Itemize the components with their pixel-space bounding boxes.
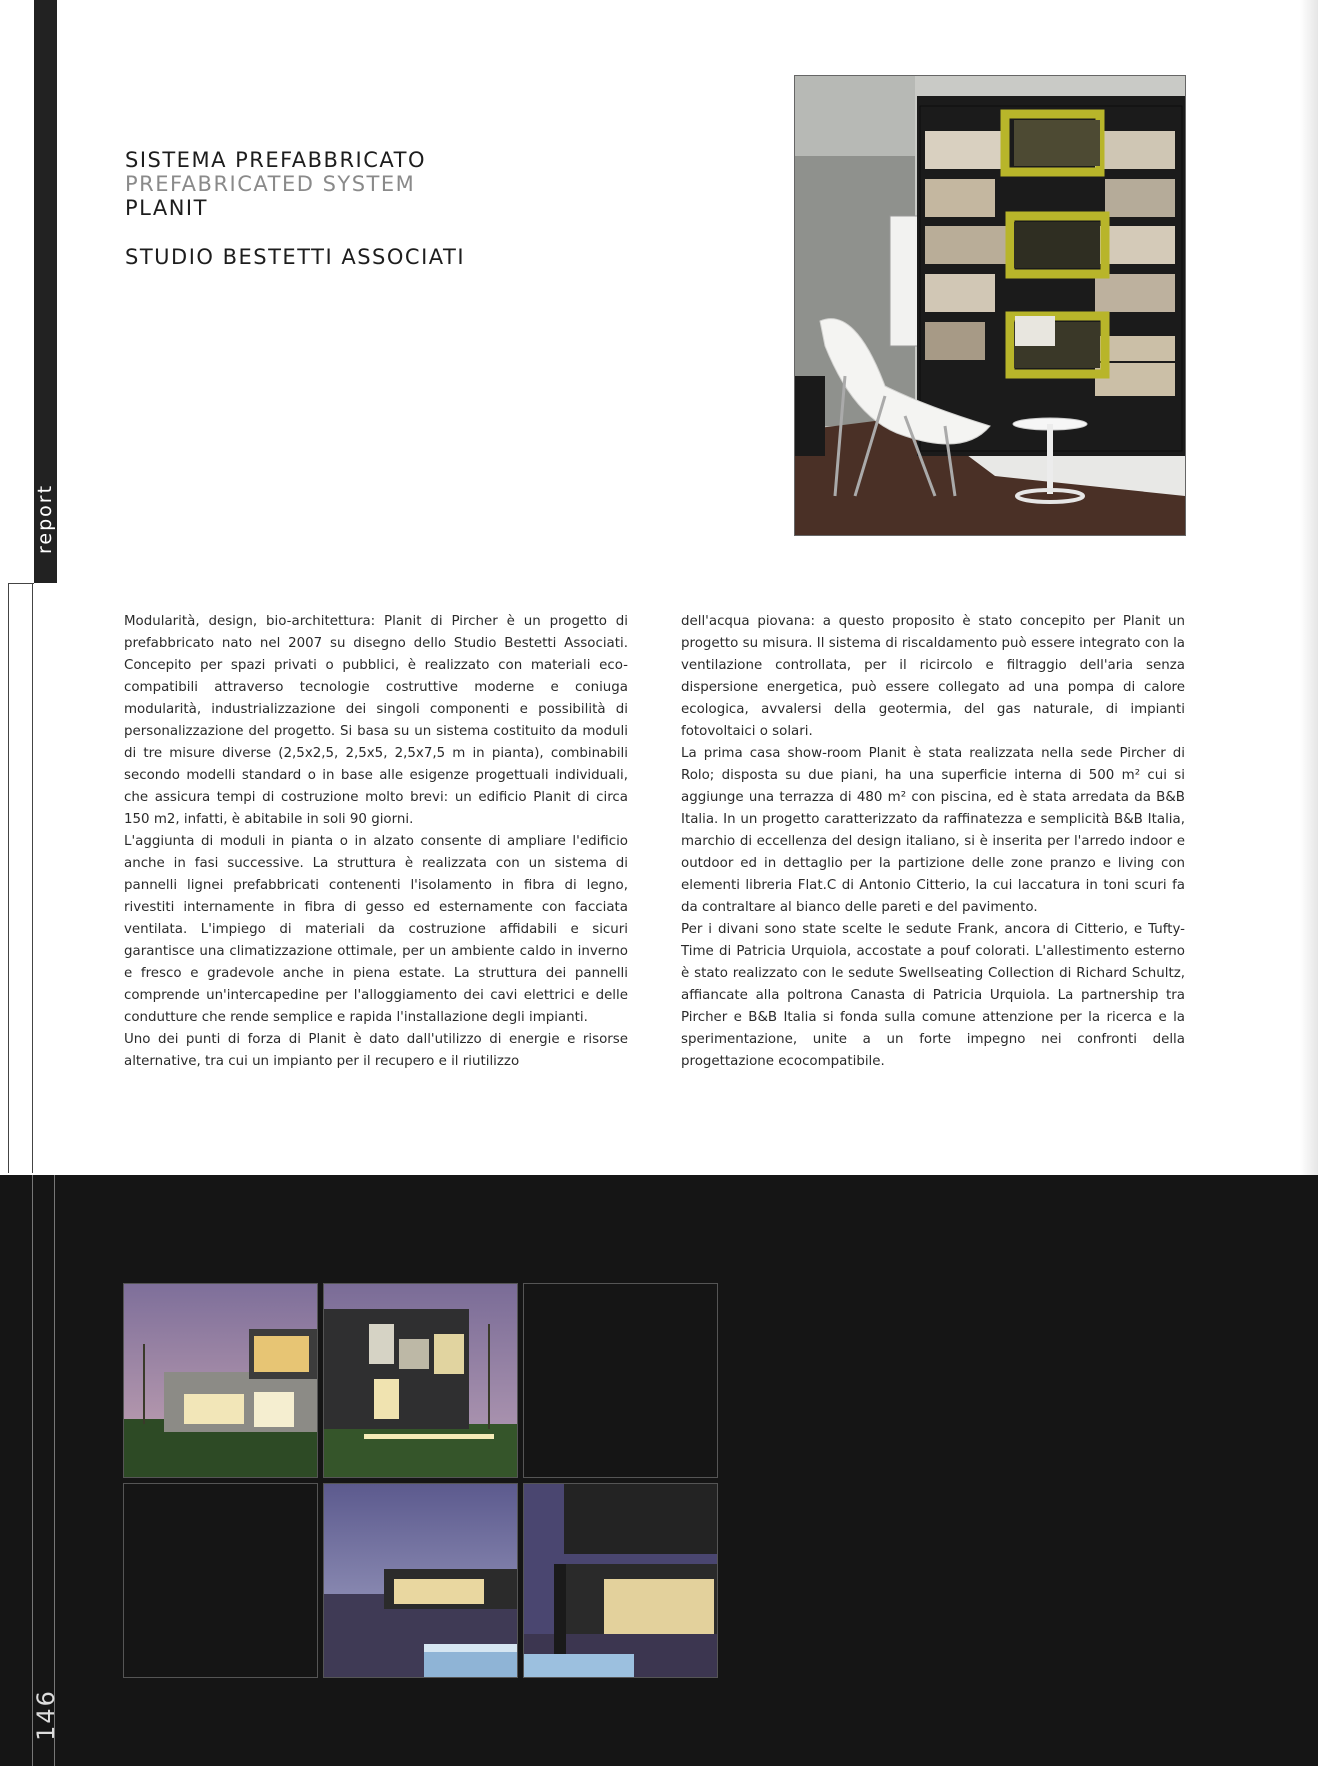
pool-house-night (524, 1484, 717, 1677)
heading-english: PREFABRICATED SYSTEM (125, 172, 416, 196)
article-paragraph: Modularità, design, bio-architettura: Planit di Pircher è un progetto di prefabbricato nato nel 2007 su disegno dello Studio Bestetti Associati. Concepito per spazi privati o pubblici, è realizzato con materiali eco-compatibili attraverso tecnologie costruttive moderne e coniuga modularità, industrializzazione dei singoli componenti e possibilità di personalizzazione del progetto. Si basa su un sistema costituito da moduli di tre misure diverse (2,5x2,5, 2,5x5, 2,5x7,5 m in pianta), combinabili secondo modelli standard o in base alle esigenze progettuali individuali, che assicura tempi di costruzione molto brevi: un edificio Planit di circa 150 m2, infatti, è abitabile in soli 90 giorni. (124, 614, 628, 827)
article-paragraph: La prima casa show-room Planit è stata realizzata nella sede Pircher di Rolo; disposta su due piani, ha una superficie interna di 500 m² cui si aggiunge una terrazza di 480 m² con piscina, ed è stata arredata da B&B Italia. In un progetto caratterizzato da raffinatezza e semplicità B&B Italia, marchio di eccellenza del design italiano, si è inserita per l'arredo indoor e outdoor ed in dettaglio per la partizione delle zone pranzo e living con elementi libreria Flat.C di Antonio Citterio, la cui laccatura in toni scuri fa da contraltare al bianco delle pareti e del pavimento. (681, 746, 1185, 915)
exterior-dusk-house-center (324, 1284, 517, 1477)
article-paragraph: Uno dei punti di forza di Planit è dato dall'utilizzo di energie e risorse alternative, tra cui un impianto per il recupero e il riutilizzo (124, 1032, 628, 1069)
interior-bookshelf-photo (794, 75, 1186, 536)
exterior-dusk-house-left (124, 1284, 317, 1477)
heading-studio: STUDIO BESTETTI ASSOCIATI (125, 245, 466, 269)
empty-photo-slot (123, 1483, 318, 1678)
side-rule-vertical (8, 583, 9, 1173)
article-column-right (681, 611, 1185, 1073)
empty-photo-slot (523, 1283, 718, 1478)
section-label (34, 455, 57, 583)
exterior-photo-left (123, 1283, 318, 1478)
page-edge-shadow (1300, 0, 1318, 1180)
article-paragraph: dell'acqua piovana: a questo proposito è stato concepito per Planit un progetto su misura. Il sistema di riscaldamento può essere integrato con la ventilazione controllata, per il ricircolo e filtraggio dell'aria senza dispersione energetica, può essere collegato ad una pompa di calore ecologica, avvalersi della geotermia, del gas naturale, di impianti fotovoltaici o solari. (681, 614, 1185, 739)
band-rule-inner (54, 1175, 55, 1766)
page-number (26, 1680, 66, 1750)
exterior-photo-center (323, 1283, 518, 1478)
pool-photo-right (523, 1483, 718, 1678)
pool-terrace-dusk (324, 1484, 517, 1677)
article-column-left (124, 611, 628, 1073)
band-rule-outer (32, 1175, 33, 1766)
page-number-text: 146 (32, 1689, 60, 1741)
side-rule-horizontal (8, 583, 34, 584)
article-paragraph: Per i divani sono state scelte le sedute Frank, ancora di Citterio, e Tufty-Time di Patricia Urquiola, accostate a pouf colorati. L'allestimento esterno è stato realizzato con le sedute Swellseating Collection di Richard Schultz, affiancate alla poltrona Canasta di Patricia Urquiola. La partnership tra Pircher e B&B Italia si fonda sulla comune attenzione per la ricerca e la sperimentazione, unite a un forte impegno nei confronti della progettazione ecocompatibile. (681, 922, 1185, 1069)
interior-bookshelf-illustration (795, 76, 1185, 535)
side-rule-vertical-inner (32, 583, 33, 1173)
heading-italian: SISTEMA PREFABBRICATO (125, 148, 427, 172)
pool-photo-center (323, 1483, 518, 1678)
section-label-text: report (34, 483, 57, 555)
heading-product: PLANIT (125, 196, 208, 220)
article-headings (125, 148, 465, 269)
article-paragraph: L'aggiunta di moduli in pianta o in alzato consente di ampliare l'edificio anche in fasi successive. La struttura è realizzata con un sistema di pannelli lignei prefabbricati contenenti l'isolamento in fibra di legno, rivestiti internamente in fibra di gesso ed esternamente con facciata ventilata. L'impiego di materiali da costruzione affidabili e sicuri garantisce una climatizzazione ottimale, per un ambiente caldo in inverno e fresco e gradevole anche in piena estate. La struttura dei pannelli comprende un'intercapedine per l'alloggiamento dei cavi elettrici e delle condutture che rende semplice e rapida l'installazione degli impianti. (124, 834, 628, 1025)
